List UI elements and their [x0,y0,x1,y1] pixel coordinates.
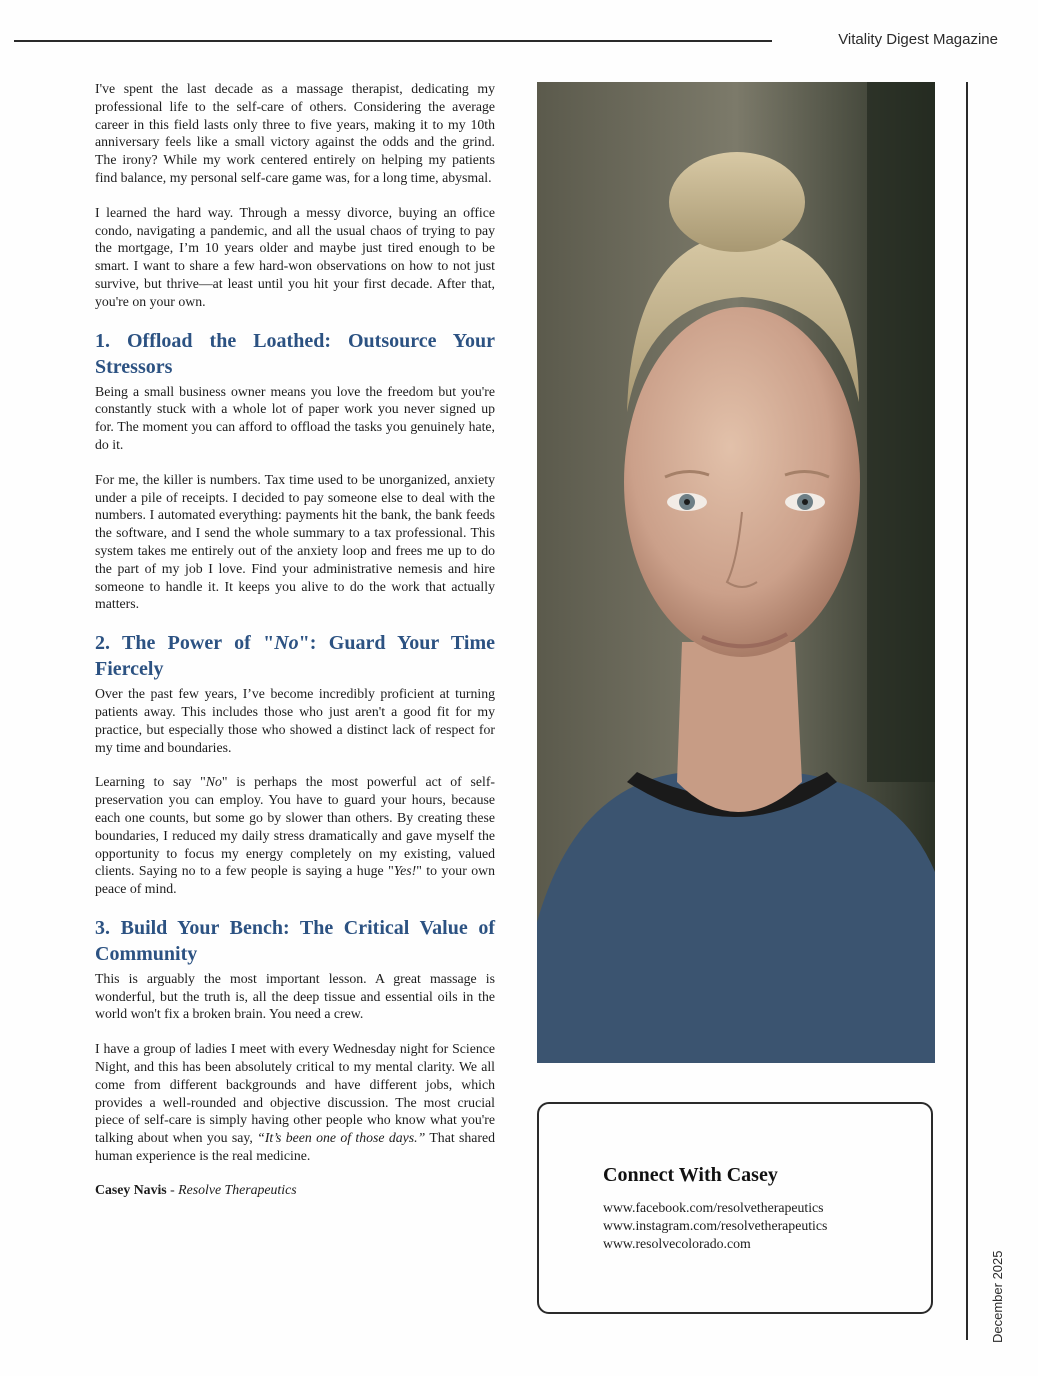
section1-heading: 1. Offload the Loathed: Outsource Your Stressors [95,329,495,378]
header-rule [14,40,772,42]
author-name: Casey Navis [95,1181,167,1197]
portrait-illustration [537,82,935,1063]
section3-heading: 3. Build Your Bench: The Critical Value of Community [95,916,495,965]
magazine-title: Vitality Digest Magazine [838,31,998,48]
heading-emphasis: No [274,632,299,655]
connect-box [537,1102,933,1314]
section1-paragraph-1: Being a small business owner means you love the freedom but you're constantly stuck with a whole lot of paper work you never signed up for. The moment you can afford to offload the tasks you genuinely hate, do it. [95,383,495,452]
section2-paragraph-1: Over the past few years, I’ve become incredibly proficient at turning patients away. This includes those who just aren't a good fit for my practice, but especially those who showed a distinct lack of respect for my time and boundaries. [95,686,495,755]
side-rule [966,82,968,1340]
connect-links [603,1199,827,1253]
connect-title: Connect With Casey [603,1164,778,1186]
article-column [95,80,495,1198]
section3-paragraph-2: I have a group of ladies I meet with every Wednesday night for Science Night, and this has been absolutely critical to my mental clarity. We all come from different backgrounds and have different jobs, which provides a well-rounded and objective discussion. The most crucial piece of self-care is simply having other people who know what you're talking about when you say, “It’s been one of those days.” That shared human experience is the real medicine. [95,1041,495,1164]
issue-date: December 2025 [990,1250,1005,1343]
website-link[interactable]: www.resolvecolorado.com [603,1236,751,1251]
section1-paragraph-2: For me, the killer is numbers. Tax time used to be unorganized, anxiety under a pile of receipts. I decided to pay someone else to deal with the numbers. I automated everything: payments hit the bank, the bank feeds the software, and I send the whole summary to a tax professional. This system takes me entirely out of the anxiety loop and frees me up to do the part of my job I love. Find your administrative nemesis and hire someone to handle it. It keeps you alive to do the work that actually matters. [95,471,495,612]
intro-paragraph-2: I learned the hard way. Through a messy divorce, buying an office condo, navigating a pandemic, and all the usual chaos of trying to pay the mortgage, I’m 10 years older and maybe just tired enough to be smart. I want to share a few hard-won observations on how to not just survive, but thrive—at least until you hit your first decade. After that, you're on your own. [95,204,495,309]
business-name: Resolve Therapeutics [178,1181,297,1197]
section3-paragraph-1: This is arguably the most important lesson. A great massage is wonderful, but the truth is, all the deep tissue and essential oils in the world won't fix a broken brain. You need a crew. [95,970,495,1022]
instagram-link[interactable]: www.instagram.com/resolvetherapeutics [603,1218,828,1233]
section2-heading: 2. The Power of "No": Guard Your Time Fiercely [95,632,496,681]
author-portrait [537,82,935,1063]
facebook-link[interactable]: www.facebook.com/resolvetherapeutics [603,1200,824,1215]
byline: Casey Navis - Resolve Therapeutics [95,1181,297,1197]
intro-paragraph-1: I've spent the last decade as a massage therapist, dedicating my professional life to the self-care of others. Considering the average career in this field lasts only three to five years, making it to my 10th anniversary feels like a small victory against the odds and the grind. The irony? While my work centered entirely on helping my patients find balance, my personal self-care game was, for a long time, abysmal. [95,81,495,185]
section2-paragraph-2: Learning to say "No" is perhaps the most powerful act of self-preservation you can employ. You have to guard your hours, because each one counts, but some go by slower than others. By creating these boundaries, I reduced my daily stress dramatically and gave myself the opportunity to focus my energy completely on my existing, valued clients. Saying no to a few people is saying a huge "Yes!" to your own peace of mind. [95,774,496,897]
